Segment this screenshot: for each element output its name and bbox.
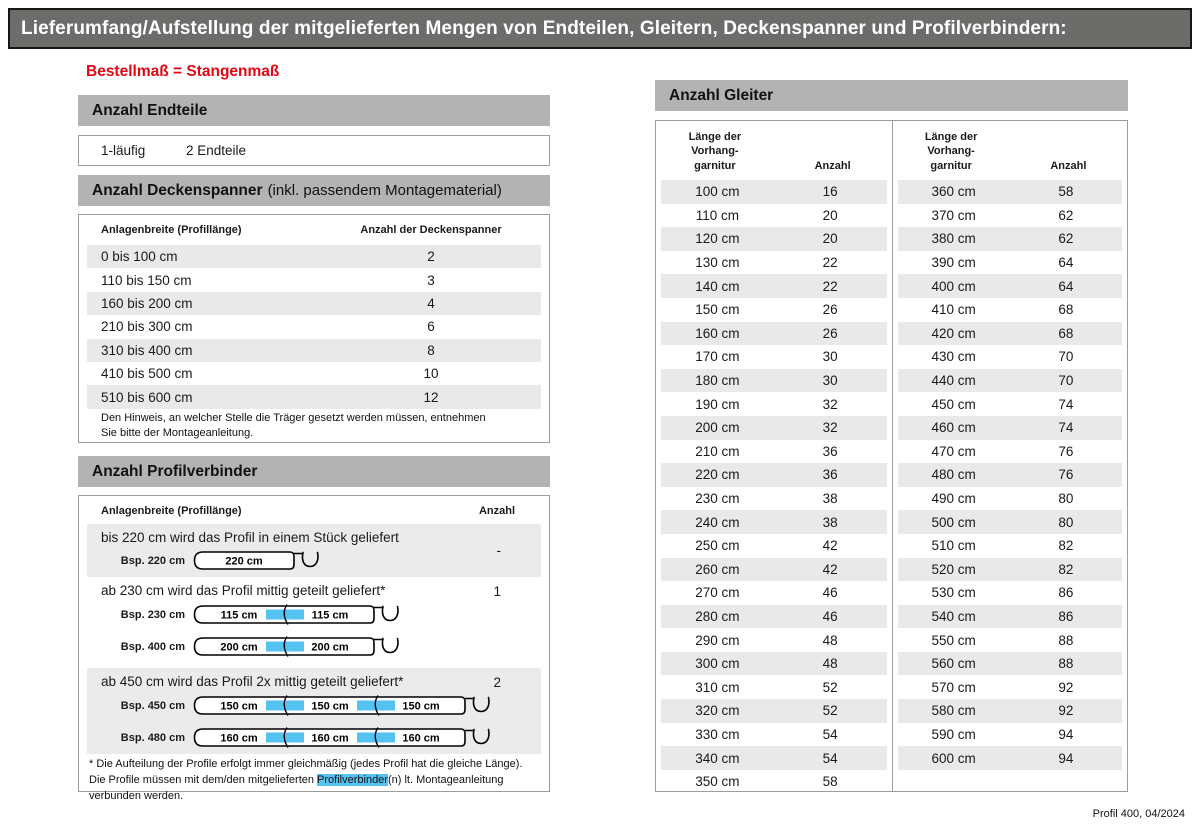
length-value: 220 cm [695,467,740,483]
anzahl-value: 94 [1058,750,1074,766]
page-title: Lieferumfang/Aufstellung der mitgelieferten Mengen von Endteilen, Gleitern, Deckenspanner und Profilverbindern: [21,17,1067,39]
table-row [898,581,1123,605]
anzahl-value: 86 [1058,585,1074,601]
table-row [898,345,1123,369]
anzahl-value: 80 [1058,491,1074,507]
length-value: 450 cm [931,396,976,412]
segment-length-label: 220 cm [225,555,263,568]
column-header-anzahl: Anzahl [814,160,851,172]
table-row [661,204,887,228]
table-row [87,339,541,362]
anzahl-value: 52 [822,679,838,695]
length-value: 260 cm [695,561,740,577]
segment-length-label: 160 cm [220,732,258,745]
anzahl-value: 54 [822,750,838,766]
example-label: Bsp. 450 cm [120,700,185,712]
header-line: Länge der [924,131,978,144]
anzahl-value: 20 [822,231,838,247]
anzahl-value: 48 [822,656,838,672]
header-line: garnitur [694,159,736,172]
anzahl-value: 38 [822,514,838,530]
table-row [87,245,541,268]
length-value: 380 cm [931,231,976,247]
length-value: 210 cm [695,443,740,459]
table-row [661,392,887,416]
table-row [898,605,1123,629]
anzahl-value: 64 [1058,255,1074,271]
anzahl-value: 80 [1058,514,1074,530]
anzahl-value: 26 [822,302,838,318]
gleiter-table-left [656,121,892,791]
section-header-profilverbinder [78,456,550,487]
profile-end-cap-icon [375,639,398,653]
length-value: 490 cm [931,491,976,507]
table-row [898,416,1123,440]
table-row [661,628,887,652]
section-header-gleiter [655,80,1128,111]
table-row [898,180,1123,204]
range-label: 210 bis 300 cm [101,319,193,335]
anzahl-value: 4 [427,295,435,311]
length-value: 410 cm [931,302,976,318]
length-value: 510 cm [931,538,976,554]
anzahl-value: 22 [822,255,838,271]
length-value: 190 cm [695,396,740,412]
length-value: 440 cm [931,373,976,389]
length-value: 140 cm [695,278,740,294]
anzahl-value: 76 [1058,443,1074,459]
segment-length-label: 160 cm [311,732,349,745]
anzahl-value: 70 [1058,349,1074,365]
footnote-highlight: Profilverbinder [317,773,388,786]
anzahl-value: 68 [1058,302,1074,318]
length-value: 570 cm [931,679,976,695]
column-header-anlagenbreite: Anlagenbreite (Profillänge) [101,224,242,236]
page-title-bar [8,8,1192,49]
length-value: 420 cm [931,325,976,341]
column-header-anlagenbreite: Anlagenbreite (Profillänge) [101,505,242,517]
anzahl-value: 88 [1058,656,1074,672]
anzahl-value: 30 [822,349,838,365]
table-row [661,274,887,298]
length-value: 280 cm [695,608,740,624]
anzahl-value: 3 [427,272,435,288]
table-row [898,487,1123,511]
profile-end-cap-icon [375,607,398,621]
length-value: 580 cm [931,703,976,719]
table-row [661,251,887,275]
length-value: 390 cm [931,255,976,271]
table-row [898,392,1123,416]
table-row [898,369,1123,393]
table-row [661,723,887,747]
anzahl-value: 2 [493,675,501,690]
gleiter-rows-right [893,180,1128,770]
anzahl-value: 76 [1058,467,1074,483]
header-line: Vorhang- [691,145,739,158]
column-header-laenge [893,130,1010,173]
profile-diagram-three-pieces [192,694,495,718]
anzahl-value: 12 [423,389,439,405]
anzahl-value: 64 [1058,278,1074,294]
anzahl-value: 38 [822,491,838,507]
rule-text: ab 450 cm wird das Profil 2x mittig geteilt geliefert* [101,674,404,689]
range-label: 110 bis 150 cm [101,272,192,288]
anzahl-value: 46 [822,608,838,624]
length-value: 170 cm [695,349,740,365]
anzahl-value: 42 [822,538,838,554]
profile-end-cap-icon [295,553,318,567]
column-header-anzahl: Anzahl [478,505,515,517]
range-label: 310 bis 400 cm [101,342,193,358]
table-row [661,675,887,699]
anzahl-value: 1 [493,584,501,599]
segment-length-label: 200 cm [311,641,349,654]
length-value: 230 cm [695,491,740,507]
length-value: 290 cm [695,632,740,648]
profilverbinder-footnote [89,757,541,805]
table-row [661,581,887,605]
gleiter-table-header [656,131,892,173]
segment-length-label: 200 cm [220,641,258,654]
table-row [898,322,1123,346]
anzahl-value: 8 [427,342,435,358]
length-value: 530 cm [931,585,976,601]
anzahl-value: 62 [1058,207,1074,223]
table-row [87,268,541,291]
length-value: 130 cm [695,255,740,271]
table-row [898,534,1123,558]
endteile-row-label: 1-läufig [101,143,146,158]
table-row [898,204,1123,228]
table-row [87,315,541,338]
length-value: 250 cm [695,538,740,554]
table-row [87,362,541,385]
anzahl-value: 82 [1058,561,1074,577]
length-value: 340 cm [695,750,740,766]
length-value: 500 cm [931,514,976,530]
table-row [661,416,887,440]
anzahl-value: 32 [822,396,838,412]
segment-length-label: 115 cm [220,609,258,622]
profilverbinder-table-header [79,505,549,521]
segment-length-label: 150 cm [311,700,349,713]
table-row [898,652,1123,676]
anzahl-value: 16 [822,184,838,200]
table-row [661,440,887,464]
anzahl-value: 86 [1058,608,1074,624]
anzahl-value: 54 [822,726,838,742]
anzahl-value: - [496,543,501,558]
table-row [898,699,1123,723]
table-row [898,440,1123,464]
order-measure-note: Bestellmaß = Stangenmaß [86,63,280,80]
table-row [898,723,1123,747]
column-header-anzahl: Anzahl [1050,160,1087,172]
anzahl-value: 30 [822,373,838,389]
length-value: 470 cm [931,443,976,459]
length-value: 240 cm [695,514,740,530]
section-header-gleiter-label: Anzahl Gleiter [669,86,774,104]
table-row [661,699,887,723]
length-value: 300 cm [695,656,740,672]
endteile-table [78,135,550,166]
length-value: 150 cm [695,302,740,318]
table-row [661,770,887,794]
anzahl-value: 68 [1058,325,1074,341]
anzahl-value: 22 [822,278,838,294]
anzahl-value: 92 [1058,679,1074,695]
profile-diagram-three-pieces [192,726,495,750]
table-row [661,369,887,393]
gleiter-table-right [892,121,1128,791]
header-line: Vorhang- [927,145,975,158]
table-row [898,463,1123,487]
table-row [661,345,887,369]
section-header-deckenspanner [78,175,550,206]
anzahl-value: 52 [822,703,838,719]
length-value: 550 cm [931,632,976,648]
anzahl-value: 74 [1058,396,1074,412]
profile-end-cap-icon [466,730,489,744]
anzahl-value: 58 [1058,184,1074,200]
length-value: 110 cm [695,207,740,223]
table-row [898,746,1123,770]
table-row [661,298,887,322]
table-row [661,227,887,251]
section-header-endteile-label: Anzahl Endteile [92,101,208,119]
footnote-text-post: (n) lt. Montageanleitung verbunden werden. [89,773,504,802]
anzahl-value: 32 [822,420,838,436]
section-header-endteile [78,95,550,126]
length-value: 600 cm [931,750,976,766]
column-header-laenge [656,130,774,173]
anzahl-value: 26 [822,325,838,341]
anzahl-value: 70 [1058,373,1074,389]
length-value: 350 cm [695,774,740,790]
example-label: Bsp. 220 cm [120,555,185,567]
footnote-text-pre: * Die Aufteilung der Profile erfolgt immer gleichmäßig (jedes Profil hat die gleiche Länge). Die Profile müssen mit dem/den mitgelieferten [89,758,523,786]
deckenspanner-table [78,214,550,443]
example-label: Bsp. 400 cm [120,641,185,653]
deckenspanner-note: Den Hinweis, an welcher Stelle die Träger gesetzt werden müssen, entnehmen Sie bitte der Montageanleitung. [101,412,486,439]
length-value: 180 cm [695,373,740,389]
profile-diagram-two-pieces [192,635,404,659]
anzahl-value: 94 [1058,726,1074,742]
deckenspanner-rows [87,245,541,409]
length-value: 540 cm [931,608,976,624]
gleiter-rows-left [656,180,892,793]
anzahl-value: 20 [822,207,838,223]
length-value: 200 cm [695,420,740,436]
header-line: garnitur [930,159,972,172]
table-row [898,558,1123,582]
document-version: Profil 400, 04/2024 [1092,808,1185,820]
range-label: 0 bis 100 cm [101,249,178,265]
length-value: 330 cm [695,726,740,742]
table-row [898,251,1123,275]
anzahl-value: 48 [822,632,838,648]
range-label: 410 bis 500 cm [101,366,193,382]
profilverbinder-row-1 [87,524,541,577]
section-header-profilverbinder-label: Anzahl Profilverbinder [92,462,258,480]
header-line: Länge der [688,131,742,144]
rule-text: bis 220 cm wird das Profil in einem Stück geliefert [101,530,399,545]
table-row [898,510,1123,534]
section-header-deckenspanner-suffix: (inkl. passendem Montagematerial) [267,182,502,199]
length-value: 320 cm [695,703,740,719]
range-label: 160 bis 200 cm [101,295,193,311]
profile-diagram-two-pieces [192,603,404,627]
table-row [661,487,887,511]
length-value: 590 cm [931,726,976,742]
anzahl-value: 10 [423,366,439,382]
profile-diagram-one-piece [192,549,324,573]
rule-text: ab 230 cm wird das Profil mittig geteilt geliefert* [101,583,386,598]
table-row [87,385,541,408]
column-header-anzahl-deckenspanner: Anzahl der Deckenspanner [360,224,502,236]
profilverbinder-row-2 [87,577,541,665]
length-value: 370 cm [931,207,976,223]
length-value: 160 cm [695,325,740,341]
table-row [898,675,1123,699]
profilverbinder-row-3 [87,668,541,754]
profilverbinder-table [78,495,550,802]
anzahl-value: 92 [1058,703,1074,719]
gleiter-table [655,120,1128,792]
table-row [661,746,887,770]
example-label: Bsp. 480 cm [120,732,185,744]
anzahl-value: 62 [1058,231,1074,247]
length-value: 270 cm [695,585,740,601]
anzahl-value: 88 [1058,632,1074,648]
table-row [898,274,1123,298]
table-row [898,227,1123,251]
table-row [87,292,541,315]
segment-length-label: 150 cm [220,700,258,713]
anzahl-value: 46 [822,585,838,601]
anzahl-value: 2 [427,249,435,265]
section-header-deckenspanner-label: Anzahl Deckenspanner [92,181,263,199]
table-row [898,628,1123,652]
length-value: 120 cm [695,231,740,247]
length-value: 400 cm [931,278,976,294]
anzahl-value: 42 [822,561,838,577]
table-row [661,463,887,487]
table-row [661,510,887,534]
table-row [661,652,887,676]
anzahl-value: 6 [427,319,435,335]
anzahl-value: 36 [822,467,838,483]
length-value: 310 cm [695,679,740,695]
length-value: 460 cm [931,420,976,436]
length-value: 430 cm [931,349,976,365]
length-value: 560 cm [931,656,976,672]
anzahl-value: 74 [1058,420,1074,436]
profile-end-cap-icon [466,698,489,712]
table-row [898,298,1123,322]
endteile-row-value: 2 Endteile [186,143,247,158]
table-row [661,558,887,582]
range-label: 510 bis 600 cm [101,389,193,405]
table-row [661,180,887,204]
gleiter-table-header [893,131,1128,173]
example-label: Bsp. 230 cm [120,609,185,621]
table-row [661,534,887,558]
anzahl-value: 36 [822,443,838,459]
length-value: 100 cm [695,184,740,200]
table-row [661,322,887,346]
length-value: 520 cm [931,561,976,577]
length-value: 360 cm [931,184,976,200]
deckenspanner-table-header [79,224,549,240]
segment-length-label: 150 cm [402,700,440,713]
segment-length-label: 160 cm [402,732,440,745]
length-value: 480 cm [931,467,976,483]
segment-length-label: 115 cm [311,609,349,622]
anzahl-value: 58 [822,774,838,790]
anzahl-value: 82 [1058,538,1074,554]
table-row [661,605,887,629]
